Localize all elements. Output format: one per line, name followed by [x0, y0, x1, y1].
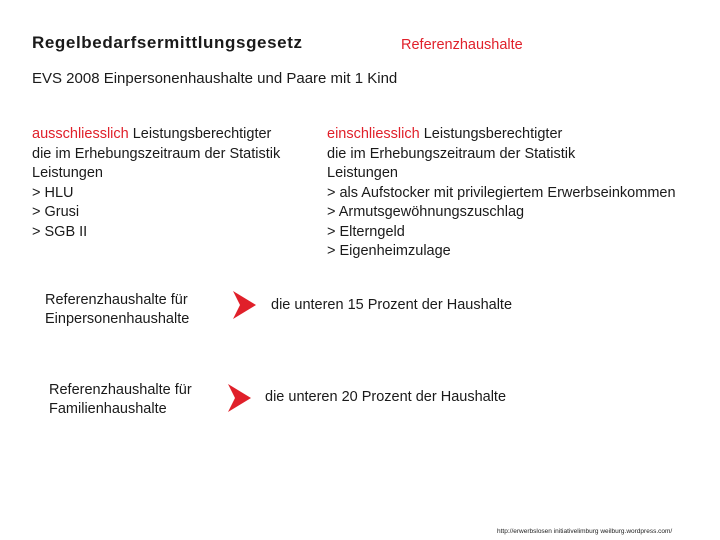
reference-group-family-label	[49, 381, 192, 419]
right-line-1	[327, 125, 676, 145]
right-keyword: einschliesslich	[327, 126, 420, 142]
right-line-3: Leistungen	[327, 165, 398, 181]
reference-group-family-result: die unteren 20 Prozent der Haushalte	[265, 389, 507, 405]
reference-group-single-line-1: Referenzhaushalte für	[45, 292, 188, 308]
reference-group-family-line-1: Referenzhaushalte für	[49, 382, 192, 398]
right-line-2: die im Erhebungszeitraum der Statistik	[327, 145, 576, 162]
left-line-2: die im Erhebungszeitraum der Statistik	[32, 145, 281, 162]
right-line-6: > Elterngeld	[327, 223, 405, 240]
left-line-6: > SGB II	[32, 223, 88, 240]
arrowhead-bullet-icon	[226, 383, 252, 413]
left-line-4: > HLU	[32, 184, 74, 201]
right-line-1-text: Leistungsberechtigter	[419, 126, 563, 142]
left-line-1	[32, 125, 280, 145]
right-line-5: > Armutsgewöhnungszuschlag	[327, 204, 525, 220]
right-line-4: > als Aufstocker mit privilegiertem Erwerbseinkommen	[327, 184, 676, 201]
left-line-3: Leistungen	[32, 165, 103, 181]
reference-group-family-line-2: Familienhaushalte	[49, 401, 167, 417]
page-title: Regelbedarfsermittlungsgesetz	[32, 33, 303, 52]
left-keyword: ausschliesslich	[32, 126, 129, 142]
footer-url: http://erwerbslosen initiativelimburg weilburg.wordpress.com/	[497, 528, 673, 535]
reference-group-single-result: die unteren 15 Prozent der Haushalte	[271, 297, 513, 313]
arrowhead-bullet-icon	[231, 290, 257, 320]
right-column	[327, 125, 676, 262]
reference-group-single-line-2: Einpersonenhaushalte	[45, 311, 190, 327]
left-line-5: > Grusi	[32, 204, 80, 220]
reference-group-single-label	[45, 291, 189, 329]
left-line-1-text: Leistungsberechtigter	[128, 126, 272, 142]
context-line: EVS 2008 Einpersonenhaushalte und Paare mit 1 Kind	[32, 70, 398, 87]
right-line-7: > Eigenheimzulage	[327, 243, 451, 259]
left-column	[32, 125, 280, 242]
page-subtitle: Referenzhaushalte	[401, 37, 523, 53]
